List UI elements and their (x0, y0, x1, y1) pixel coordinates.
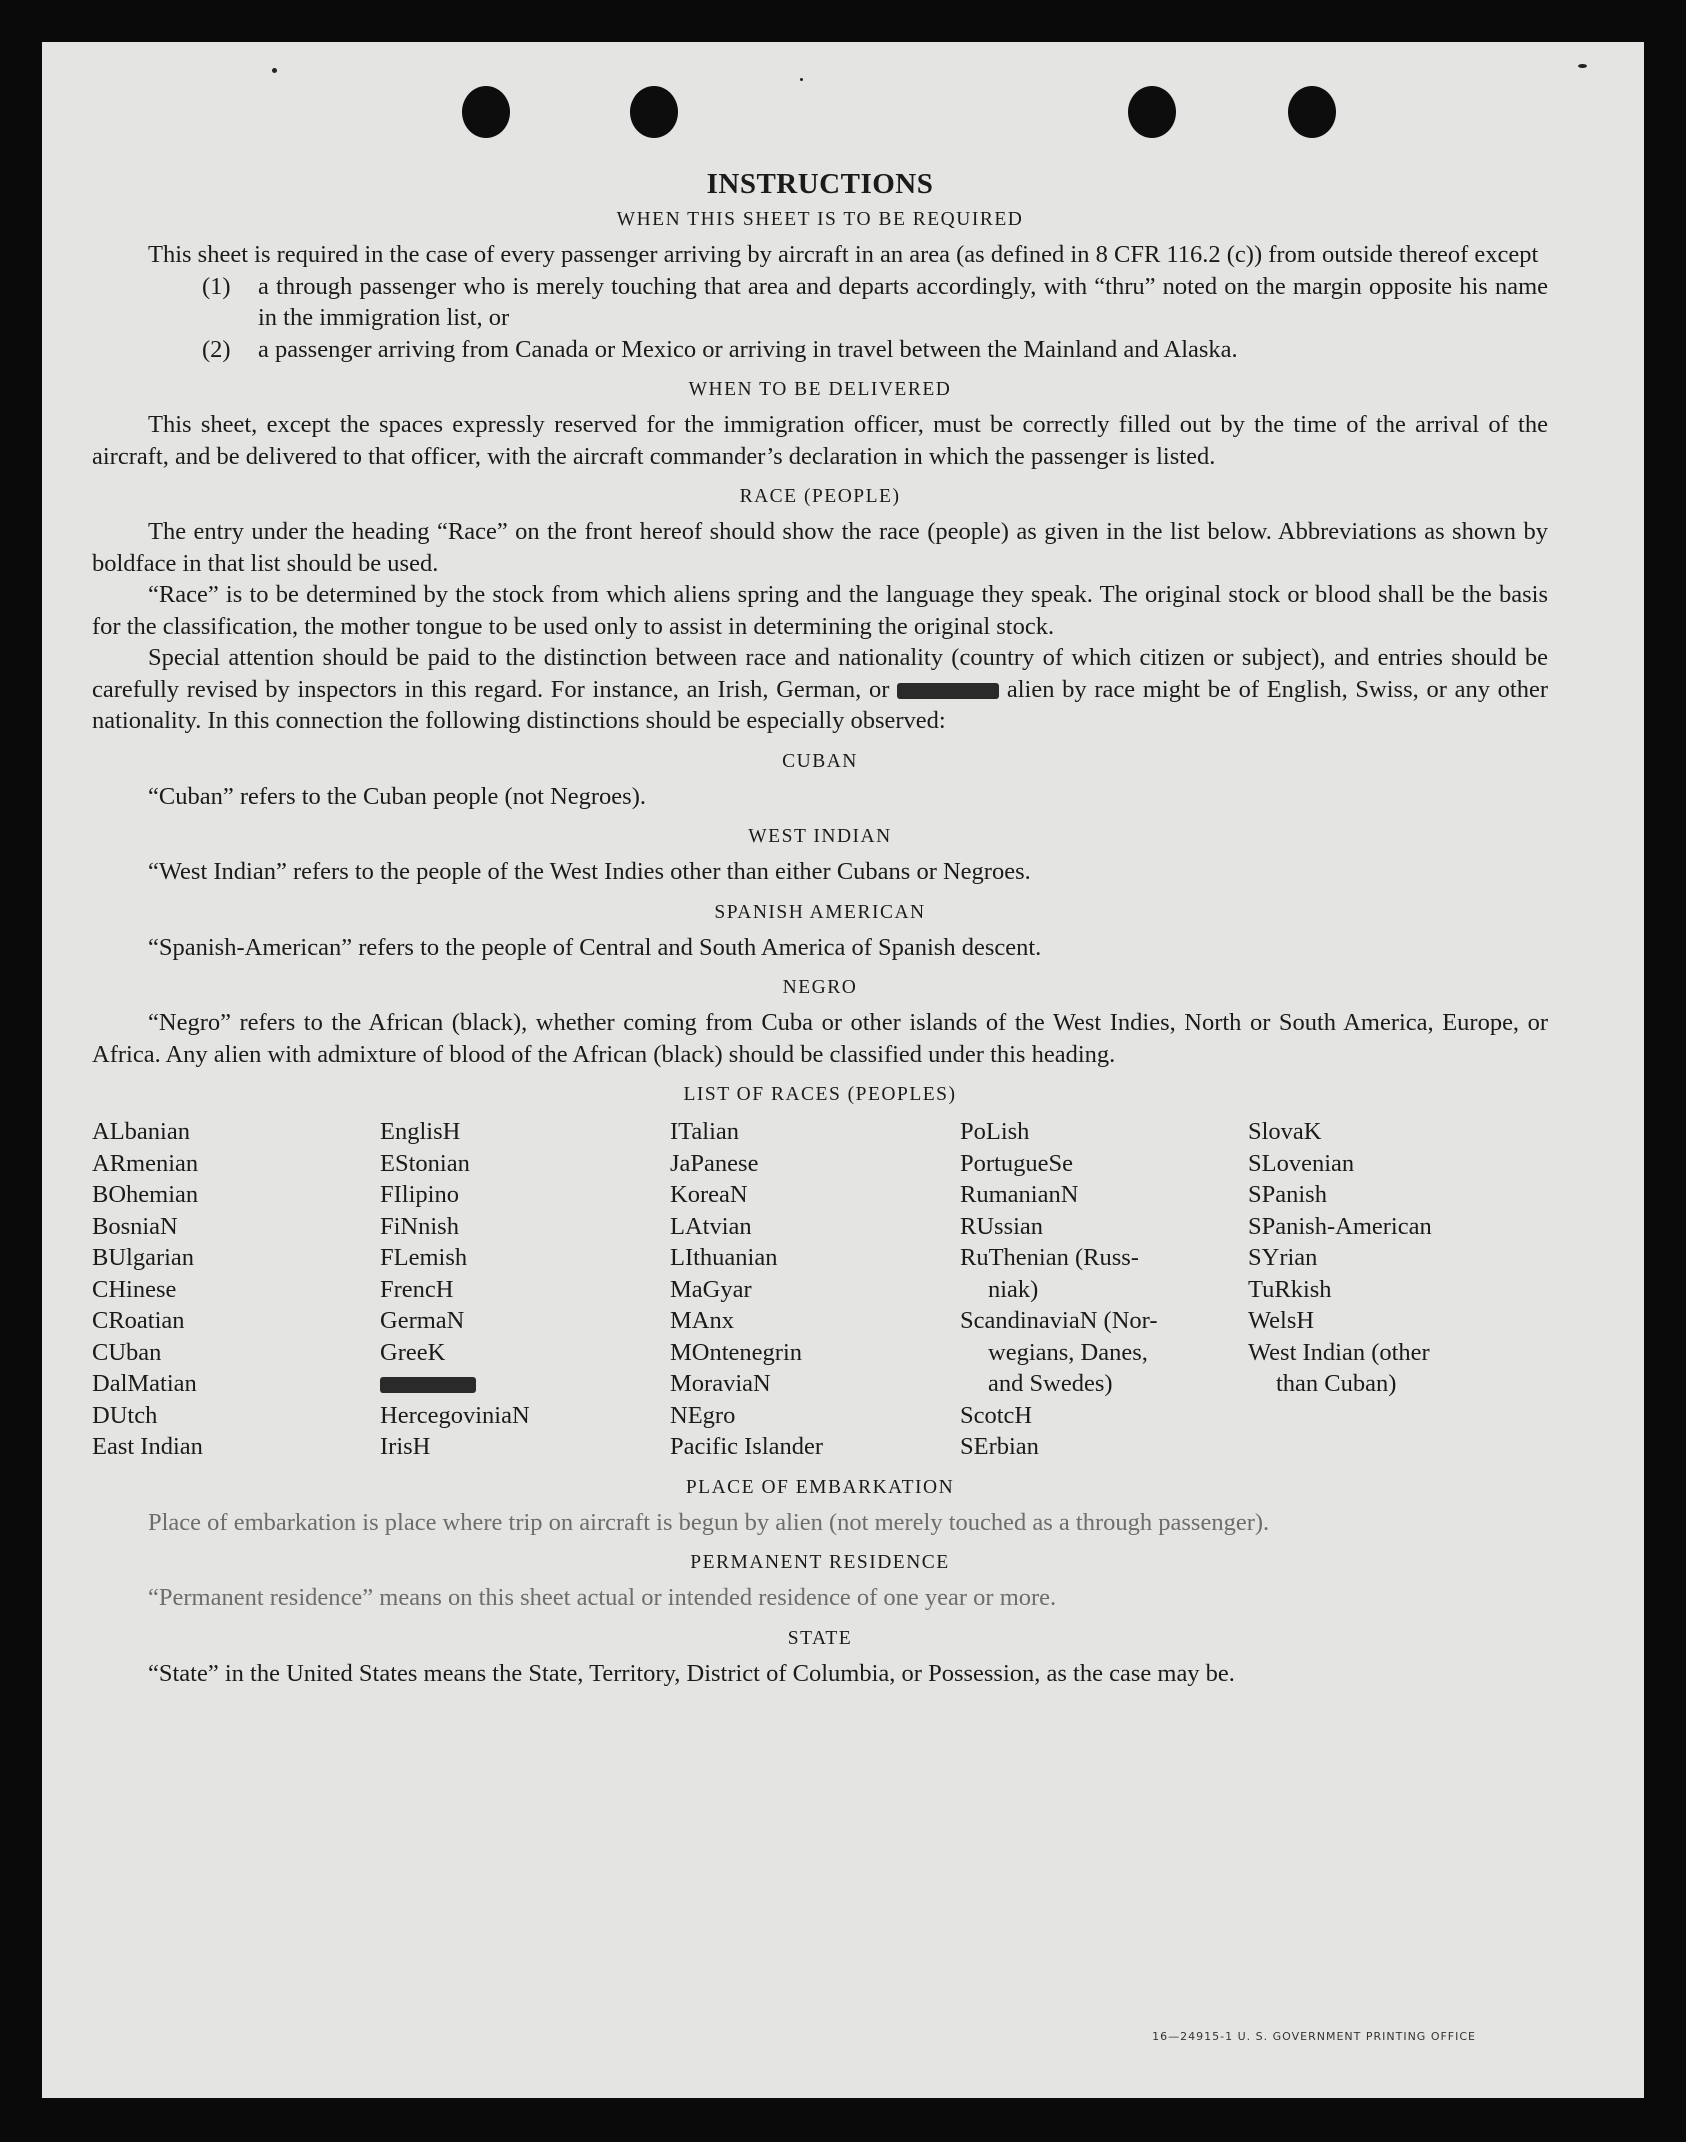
race-item: East Indian (92, 1433, 203, 1460)
paragraph-west-indian: “West Indian” refers to the people of the West Indies other than either Cubans or Negroes. (148, 858, 1031, 885)
race-item: PortugueSe (960, 1149, 1073, 1177)
heading-west-indian: WEST INDIAN (748, 826, 892, 847)
printing-office-code: 16—24915-1 U. S. GOVERNMENT PRINTING OFFICE (1152, 2030, 1476, 2043)
heading-cuban: CUBAN (782, 750, 858, 772)
speck (1578, 64, 1587, 68)
instructions-content (92, 168, 1548, 1689)
race-item: DalMatian (92, 1370, 197, 1397)
speck (272, 68, 277, 73)
heading-spanish-american: SPANISH AMERICAN (714, 901, 926, 923)
item-number: (1) (202, 272, 231, 300)
punch-hole (1128, 86, 1176, 138)
item-text: a passenger arriving from Canada or Mexico or arriving in travel between the Mainland and Alaska. (258, 335, 1238, 363)
race-item: MAnx (670, 1307, 734, 1334)
race-item: ScotcH (960, 1401, 1033, 1429)
race-redacted (380, 1368, 670, 1400)
race-item: CUban (92, 1338, 162, 1366)
race-item: SPanish (1248, 1181, 1327, 1208)
paragraph-race-1: The entry under the heading “Race” on the front hereof should show the race (people) as given in the list below. Abbreviations as shown by boldface in that list should be used. (92, 518, 1548, 577)
punch-hole (630, 86, 678, 138)
race-item: JaPanese (670, 1149, 759, 1177)
race-item: MOntenegrin (670, 1338, 802, 1366)
paragraph-spanish-american: “Spanish-American” refers to the people of Central and South America of Spanish descent. (148, 933, 1042, 961)
race-item: PoLish (960, 1118, 1030, 1145)
race-item: ScandinaviaN (Nor- (960, 1307, 1158, 1334)
race-item: ALbanian (92, 1118, 190, 1145)
race-item: GreeK (380, 1338, 446, 1366)
race-item: LIthuanian (670, 1244, 778, 1271)
race-item: niak) (988, 1275, 1039, 1303)
race-item: West Indian (other (1248, 1338, 1430, 1366)
race-column (92, 1116, 380, 1463)
paragraph-race-2: “Race” is to be determined by the stock from which aliens spring and the language they speak. The original stock or blood shall be the basis for the classification, the mother tongue to be used only to assist in determining the original stock. (92, 581, 1548, 640)
item-text: a through passenger who is merely touching that area and departs accordingly, with “thru” noted on the margin opposite his name in the immigration list, or (258, 272, 1548, 331)
race-list (92, 1116, 1548, 1463)
punch-hole (462, 86, 510, 138)
race-item: RUssian (960, 1212, 1044, 1240)
race-item: SLovenian (1248, 1149, 1355, 1177)
race-item: CRoatian (92, 1307, 185, 1334)
race-item: wegians, Danes, (988, 1338, 1148, 1366)
heading-residence: PERMANENT RESIDENCE (690, 1552, 950, 1573)
paragraph-race-3 (92, 642, 1548, 737)
punch-hole (1288, 86, 1336, 138)
race-item: BOhemian (92, 1181, 199, 1208)
paragraph-embarkation: Place of embarkation is place where trip on aircraft is begun by alien (not merely touched as a through passenger). (148, 1508, 1270, 1536)
race-item: BUlgarian (92, 1244, 195, 1271)
race-item: FrencH (380, 1275, 454, 1303)
race-item: RumanianN (960, 1181, 1079, 1208)
race-item: SYrian (1248, 1244, 1318, 1271)
race-item: SPanish-American (1248, 1212, 1432, 1240)
race-item: TuRkish (1248, 1275, 1332, 1303)
speck (800, 78, 803, 81)
race-3-text-after: alien by race might be of English, Swiss, or any other nationality. In this connection the following distinctions should be especially observed: (92, 675, 1548, 734)
race-item: LAtvian (670, 1212, 752, 1240)
heading-embarkation: PLACE OF EMBARKATION (685, 1476, 955, 1498)
paragraph-cuban: “Cuban” refers to the Cuban people (not Negroes). (148, 782, 646, 810)
heading-list-of-races: LIST OF RACES (PEOPLES) (683, 1084, 957, 1105)
race-item: RuThenian (Russ- (960, 1244, 1139, 1271)
page-title: INSTRUCTIONS (706, 168, 934, 200)
paragraph-state: “State” in the United States means the State, Territory, District of Columbia, or Possession, as the case may be. (148, 1659, 1235, 1687)
race-item: EnglisH (380, 1118, 461, 1145)
race-item: GermaN (380, 1307, 465, 1334)
heading-negro: NEGRO (782, 977, 858, 998)
heading-when-delivered: WHEN TO BE DELIVERED (688, 379, 952, 400)
race-item: WelsH (1248, 1307, 1315, 1334)
race-item: MaGyar (670, 1275, 752, 1303)
paragraph-residence: “Permanent residence” means on this sheet actual or intended residence of one year or more. (148, 1584, 1057, 1611)
race-item: ITalian (670, 1118, 740, 1145)
paragraph-when-delivered: This sheet, except the spaces expressly reserved for the immigration officer, must be correctly filled out by the time of the arrival of the aircraft, and be delivered to that officer, with the aircraft commander’s declaration in which the passenger is listed. (92, 411, 1548, 470)
heading-when-required: WHEN THIS SHEET IS TO BE REQUIRED (616, 209, 1024, 230)
item-number: (2) (202, 335, 231, 363)
race-item: NEgro (670, 1401, 736, 1429)
race-item: ARmenian (92, 1149, 199, 1177)
heading-state: STATE (787, 1627, 853, 1649)
redaction-mark (380, 1377, 476, 1393)
race-item: FiNnish (380, 1212, 459, 1240)
race-item: Pacific Islander (670, 1433, 824, 1460)
race-item: KoreaN (670, 1181, 748, 1208)
race-item: FIlipino (380, 1181, 459, 1208)
list-item (202, 271, 1548, 334)
race-item: HercegoviniaN (380, 1401, 530, 1429)
heading-race: RACE (PEOPLE) (739, 486, 901, 507)
race-column (960, 1116, 1248, 1463)
race-item: SErbian (960, 1433, 1039, 1460)
paragraph-when-required: This sheet is required in the case of every passenger arriving by aircraft in an area (as defined in 8 CFR 116.2 (c)) from outside thereof except (148, 241, 1539, 268)
race-item: IrisH (380, 1433, 431, 1460)
list-item (202, 334, 1548, 366)
race-3-text-before: Special attention should be paid to the distinction between race and nationality (country of which citizen or subject), and entries should be carefully revised by inspectors in this regard. For instance, an Irish, German, or (92, 644, 1548, 703)
race-item: BosniaN (92, 1212, 178, 1240)
race-column (380, 1116, 670, 1463)
race-column (1248, 1116, 1508, 1463)
race-column (670, 1116, 960, 1463)
race-item: MoraviaN (670, 1370, 771, 1397)
race-item: DUtch (92, 1401, 158, 1429)
race-item: FLemish (380, 1244, 468, 1271)
race-item: CHinese (92, 1275, 177, 1303)
race-item: SlovaK (1248, 1118, 1322, 1145)
redaction-mark (897, 683, 999, 699)
paragraph-negro: “Negro” refers to the African (black), whether coming from Cuba or other islands of the West Indies, North or South America, Europe, or Africa. Any alien with admixture of blood of the African (black) should be classified under this heading. (92, 1009, 1548, 1068)
race-item: than Cuban) (1276, 1370, 1397, 1397)
race-item: EStonian (380, 1149, 470, 1177)
document-sheet (42, 42, 1644, 2098)
race-item: and Swedes) (988, 1370, 1113, 1397)
